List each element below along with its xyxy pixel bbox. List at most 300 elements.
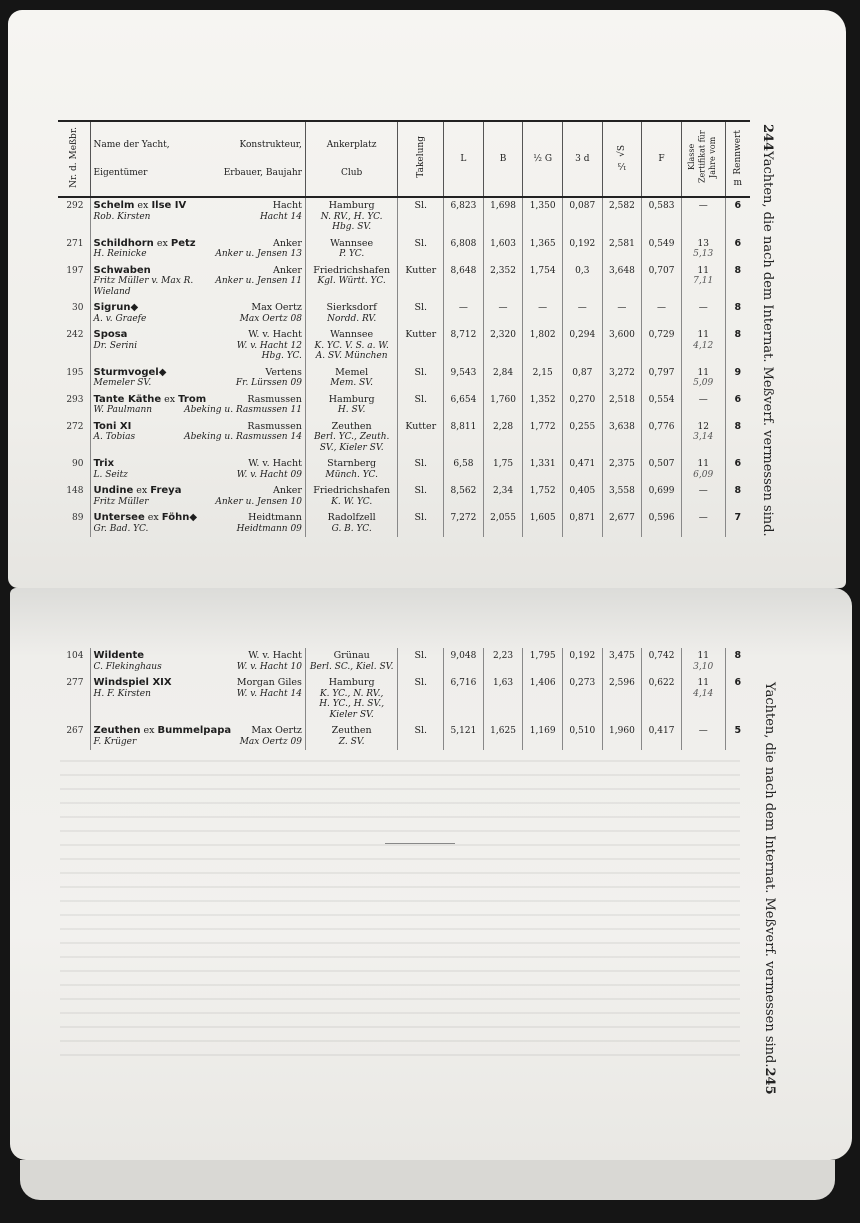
- row-erbauer: Hacht 14: [259, 211, 302, 222]
- row-halfG: 2,15: [523, 365, 563, 392]
- row-klasse-datum: 4,12: [693, 340, 714, 351]
- row-konstrukteur: Rasmussen: [247, 420, 302, 432]
- row-ankerplatz: Wannsee: [330, 237, 374, 249]
- row-klasse-datum: 6,09: [693, 469, 714, 480]
- row-F: 0,729: [642, 327, 682, 365]
- row-name-cell: [90, 456, 305, 483]
- row-klasse-jahre: —: [698, 513, 708, 523]
- row-F: —: [642, 300, 682, 327]
- row-erbauer: Anker u. Jensen 10: [215, 496, 302, 507]
- row-konstrukteur: Rasmussen: [247, 393, 302, 405]
- col-halfG: ½ G: [523, 122, 563, 197]
- row-sqrtS: 2,596: [602, 675, 642, 723]
- row-sqrtS: 3,272: [602, 365, 642, 392]
- row-L: 9,048: [444, 648, 484, 675]
- row-halfG: —: [523, 300, 563, 327]
- row-L: 6,654: [444, 392, 484, 419]
- row-yacht-name: Schildhorn: [93, 237, 154, 249]
- row-erbauer: Abeking u. Rasmussen 14: [184, 432, 302, 442]
- row-klasse: [681, 365, 725, 392]
- row-yacht-name: Sturmvogel◆: [93, 366, 167, 378]
- row-L: 8,712: [444, 327, 484, 365]
- col-name: [90, 122, 305, 197]
- row-club-cell: [305, 365, 397, 392]
- col-nr: Nr. d. Meßbr.: [58, 122, 90, 197]
- row-yacht-name: Undine: [93, 485, 134, 496]
- row-nr: 90: [72, 459, 84, 469]
- row-erbauer-extra: Hbg. YC.: [261, 351, 302, 361]
- row-nr: 277: [66, 678, 84, 688]
- row-ex: ex: [156, 237, 168, 249]
- row-yacht-name: Wildente: [93, 650, 145, 661]
- row-halfG: 1,605: [523, 510, 563, 537]
- row-owner: A. Tobias: [93, 432, 136, 442]
- row-club: K. YC. V. S. a. W.: [314, 340, 389, 351]
- row-takelung: Sl.: [398, 648, 444, 675]
- row-rennwert: 6: [725, 392, 750, 419]
- row-name-cell: [90, 648, 305, 675]
- row-yacht-name: Schelm: [93, 200, 135, 211]
- row-club: Kgl. Württ. YC.: [317, 276, 386, 286]
- col-F: F: [642, 122, 682, 197]
- row-rennwert: 8: [725, 483, 750, 510]
- row-erbauer: Abeking u. Rasmussen 11: [184, 405, 302, 415]
- row-konstrukteur: W. v. Hacht: [248, 329, 302, 340]
- row-L: 6,823: [444, 197, 484, 236]
- row-klasse-datum: 5,13: [693, 249, 714, 259]
- row-club-cell: [305, 392, 397, 419]
- table-body-bottom: [58, 648, 750, 750]
- row-B: 2,23: [483, 648, 523, 675]
- row-name-cell: [90, 263, 305, 301]
- row-name-cell: [90, 327, 305, 365]
- row-L: 6,58: [444, 456, 484, 483]
- row-klasse-datum: 4,14: [693, 688, 714, 699]
- row-L: 6,808: [444, 236, 484, 263]
- row-konstrukteur: Vertens: [265, 366, 302, 378]
- col-klasse: Klasse Zertifikat für Jahre vom: [681, 122, 725, 197]
- row-klasse-jahre: 11: [697, 651, 709, 661]
- row-B: 1,625: [483, 723, 523, 750]
- row-takelung: Kutter: [398, 327, 444, 365]
- row-takelung: Sl.: [398, 510, 444, 537]
- row-halfG: 1,752: [523, 483, 563, 510]
- row-ankerplatz: Hamburg: [328, 677, 375, 688]
- row-halfG: 1,795: [523, 648, 563, 675]
- col-club: Ankerplatz Club: [305, 122, 397, 197]
- row-sqrtS: 2,375: [602, 456, 642, 483]
- row-name-cell: [90, 510, 305, 537]
- row-club-cell: [305, 510, 397, 537]
- row-sqrtS: 1,960: [602, 723, 642, 750]
- row-ankerplatz: Sierksdorf: [326, 302, 377, 313]
- row-klasse-jahre: —: [698, 726, 708, 736]
- row-klasse-datum: 3,14: [693, 432, 714, 442]
- row-rennwert: 8: [725, 419, 750, 457]
- row-prev-name: Trom: [178, 393, 207, 405]
- table-body-top: [58, 197, 750, 537]
- row-ankerplatz: Hamburg: [328, 200, 375, 211]
- row-konstrukteur: Hacht: [272, 200, 302, 211]
- row-ankerplatz: Memel: [335, 366, 369, 378]
- row-sqrtS: 3,558: [602, 483, 642, 510]
- hdr-owner: Eigentümer: [93, 168, 148, 178]
- row-prev-name: Ilse IV: [151, 200, 187, 211]
- row-3d: 0,294: [562, 327, 602, 365]
- row-rennwert: 6: [725, 675, 750, 723]
- row-yacht-name: Trix: [93, 458, 115, 469]
- row-yacht-name: Schwaben: [93, 264, 151, 276]
- row-klasse: [681, 263, 725, 301]
- table-row: [58, 300, 750, 327]
- row-halfG: 1,406: [523, 675, 563, 723]
- row-halfG: 1,802: [523, 327, 563, 365]
- row-F: 0,583: [642, 197, 682, 236]
- row-prev-name: Freya: [150, 485, 182, 496]
- row-club-cell: [305, 483, 397, 510]
- page-number-244: 244: [760, 124, 775, 152]
- row-club: N. RV., H. YC.: [320, 211, 383, 222]
- row-owner: Gr. Bad. YC.: [93, 523, 149, 534]
- row-B: 2,352: [483, 263, 523, 301]
- row-konstrukteur: Max Oertz: [251, 302, 302, 313]
- row-ankerplatz: Zeuthen: [331, 420, 372, 432]
- row-L: 6,716: [444, 675, 484, 723]
- row-erbauer: W. v. Hacht 12: [236, 340, 302, 351]
- row-F: 0,507: [642, 456, 682, 483]
- row-klasse: [681, 300, 725, 327]
- row-club-2: Hbg. SV.: [332, 222, 372, 232]
- row-takelung: Sl.: [398, 723, 444, 750]
- row-club: P. YC.: [339, 249, 365, 259]
- row-name-cell: [90, 419, 305, 457]
- row-ankerplatz: Starnberg: [327, 458, 377, 469]
- row-ankerplatz: Friedrichshafen: [313, 264, 391, 276]
- row-konstrukteur: Max Oertz: [251, 725, 302, 736]
- row-owner: Fritz Müller v. Max R. Wieland: [93, 276, 194, 297]
- row-F: 0,554: [642, 392, 682, 419]
- row-nr: 195: [66, 367, 84, 378]
- row-prev-name: Föhn◆: [161, 512, 198, 523]
- row-konstrukteur: Anker: [273, 237, 302, 249]
- row-3d: 0,255: [562, 419, 602, 457]
- row-club-cell: [305, 327, 397, 365]
- row-club-cell: [305, 723, 397, 750]
- col-rennwert: Rennwert m: [725, 122, 750, 197]
- table-row: [58, 197, 750, 236]
- row-takelung: Kutter: [398, 419, 444, 457]
- row-takelung: Sl.: [398, 483, 444, 510]
- row-B: 1,603: [483, 236, 523, 263]
- row-L: 8,648: [444, 263, 484, 301]
- row-club-cell: [305, 263, 397, 301]
- row-rennwert: 8: [725, 327, 750, 365]
- row-takelung: Sl.: [398, 675, 444, 723]
- row-L: 9,543: [444, 365, 484, 392]
- row-owner: Rob. Kirsten: [93, 211, 151, 222]
- row-klasse-jahre: —: [698, 303, 708, 313]
- row-club-2: H. YC., H. SV.,: [319, 699, 385, 709]
- table-row: [58, 327, 750, 365]
- row-klasse-jahre: —: [698, 201, 708, 211]
- row-yacht-name: Toni XI: [93, 420, 132, 432]
- row-nr: 272: [66, 421, 84, 432]
- hdr-konstrukteur: Konstrukteur,: [239, 139, 302, 150]
- row-rennwert: 6: [725, 236, 750, 263]
- row-klasse-jahre: 11: [697, 459, 709, 469]
- row-klasse: [681, 392, 725, 419]
- row-club: G. B. YC.: [331, 523, 372, 534]
- row-halfG: 1,352: [523, 392, 563, 419]
- table-row: [58, 675, 750, 723]
- row-owner: L. Seitz: [93, 469, 128, 480]
- row-rennwert: 8: [725, 648, 750, 675]
- row-club: K. YC., N. RV.,: [319, 688, 384, 699]
- col-takelung: Takelung: [398, 122, 444, 197]
- row-B: 1,63: [483, 675, 523, 723]
- hdr-name: Name der Yacht,: [93, 139, 170, 150]
- row-erbauer: Anker u. Jensen 11: [215, 276, 302, 286]
- running-title-bottom: Yachten, die nach dem Internat. Meßverf. vermessen sind.: [762, 682, 777, 1068]
- row-konstrukteur: W. v. Hacht: [248, 458, 302, 469]
- table-row: [58, 483, 750, 510]
- yacht-table-bottom: [58, 648, 750, 750]
- row-yacht-name: Sposa: [93, 329, 128, 340]
- row-3d: 0,871: [562, 510, 602, 537]
- row-3d: 0,192: [562, 648, 602, 675]
- row-club: Berl. SC., Kiel. SV.: [309, 661, 394, 672]
- row-name-cell: [90, 236, 305, 263]
- row-klasse: [681, 483, 725, 510]
- row-sqrtS: 2,581: [602, 236, 642, 263]
- row-klasse-jahre: 11: [697, 265, 709, 276]
- row-nr: 293: [66, 394, 84, 405]
- row-B: 2,28: [483, 419, 523, 457]
- row-owner: H. F. Kirsten: [93, 688, 151, 699]
- row-club-cell: [305, 300, 397, 327]
- row-B: 2,34: [483, 483, 523, 510]
- row-club: Z. SV.: [338, 736, 365, 747]
- row-3d: 0,405: [562, 483, 602, 510]
- row-klasse: [681, 327, 725, 365]
- row-takelung: Sl.: [398, 365, 444, 392]
- row-F: 0,742: [642, 648, 682, 675]
- row-klasse: [681, 648, 725, 675]
- row-klasse: [681, 419, 725, 457]
- row-B: 1,698: [483, 197, 523, 236]
- row-nr: 271: [66, 238, 84, 249]
- row-3d: 0,192: [562, 236, 602, 263]
- row-3d: 0,270: [562, 392, 602, 419]
- row-rennwert: 8: [725, 263, 750, 301]
- row-F: 0,549: [642, 236, 682, 263]
- table-row: [58, 648, 750, 675]
- row-ex: ex: [164, 393, 176, 405]
- row-ankerplatz: Wannsee: [330, 329, 374, 340]
- row-ex: ex: [143, 725, 155, 736]
- row-F: 0,776: [642, 419, 682, 457]
- row-F: 0,596: [642, 510, 682, 537]
- row-club-2: A. SV. München: [315, 351, 388, 361]
- row-sqrtS: 3,600: [602, 327, 642, 365]
- row-prev-name: Petz: [170, 237, 196, 249]
- row-club-cell: [305, 236, 397, 263]
- row-erbauer: Max Oertz 09: [239, 736, 302, 747]
- row-ex: ex: [147, 512, 159, 523]
- row-nr: 197: [66, 265, 84, 276]
- row-takelung: Sl.: [398, 456, 444, 483]
- running-title-top: Yachten, die nach dem Internat. Meßverf. vermessen sind.: [760, 151, 775, 537]
- row-club-2: SV., Kieler SV.: [319, 442, 384, 453]
- row-yacht-name: Untersee: [93, 512, 145, 523]
- row-klasse-datum: 3,10: [693, 661, 714, 672]
- row-club: Nordd. RV.: [327, 313, 377, 324]
- row-erbauer: Max Oertz 08: [239, 313, 302, 324]
- row-konstrukteur: Morgan Giles: [236, 677, 302, 688]
- row-owner: W. Paulmann: [93, 405, 153, 415]
- page-edge: [20, 1160, 835, 1200]
- row-yacht-name: Sigrun◆: [93, 302, 139, 313]
- row-owner: Dr. Serini: [93, 340, 138, 351]
- row-klasse-datum: 7,11: [693, 276, 714, 286]
- row-club-cell: [305, 197, 397, 236]
- row-name-cell: [90, 675, 305, 723]
- row-klasse: [681, 236, 725, 263]
- row-club: H. SV.: [337, 405, 366, 415]
- row-club: Mem. SV.: [330, 378, 374, 388]
- row-F: 0,699: [642, 483, 682, 510]
- row-name-cell: [90, 392, 305, 419]
- row-F: 0,417: [642, 723, 682, 750]
- row-klasse-jahre: 13: [697, 238, 709, 249]
- row-B: 2,320: [483, 327, 523, 365]
- page-number-245: 245: [762, 1067, 777, 1095]
- row-L: 8,811: [444, 419, 484, 457]
- col-B: B: [483, 122, 523, 197]
- row-B: —: [483, 300, 523, 327]
- table-row: [58, 510, 750, 537]
- row-halfG: 1,331: [523, 456, 563, 483]
- row-B: 2,055: [483, 510, 523, 537]
- col-3d: 3 d: [562, 122, 602, 197]
- row-club: Münch. YC.: [325, 469, 378, 480]
- row-erbauer: Anker u. Jensen 13: [215, 249, 302, 259]
- row-owner: A. v. Graefe: [93, 313, 147, 324]
- row-F: 0,797: [642, 365, 682, 392]
- row-konstrukteur: Anker: [273, 485, 302, 496]
- row-club: K. W. YC.: [331, 496, 373, 507]
- row-erbauer: Heidtmann 09: [236, 523, 302, 534]
- bleed-through: [60, 760, 740, 1060]
- yacht-table-top: [58, 120, 750, 537]
- row-klasse: [681, 723, 725, 750]
- row-ankerplatz: Friedrichshafen: [313, 485, 391, 496]
- row-sqrtS: —: [602, 300, 642, 327]
- row-sqrtS: 3,638: [602, 419, 642, 457]
- row-halfG: 1,365: [523, 236, 563, 263]
- row-klasse-jahre: 11: [697, 367, 709, 378]
- row-name-cell: [90, 300, 305, 327]
- row-ankerplatz: Zeuthen: [331, 725, 372, 736]
- row-rennwert: 9: [725, 365, 750, 392]
- divider-rule: [385, 843, 455, 844]
- row-ex: ex: [137, 200, 149, 211]
- row-F: 0,707: [642, 263, 682, 301]
- table-row: [58, 263, 750, 301]
- row-klasse: [681, 456, 725, 483]
- table-row: [58, 723, 750, 750]
- row-sqrtS: 3,648: [602, 263, 642, 301]
- row-name-cell: [90, 723, 305, 750]
- row-owner: Fritz Müller: [93, 496, 149, 507]
- row-yacht-name: Windspiel XIX: [93, 677, 172, 688]
- row-klasse: [681, 675, 725, 723]
- row-halfG: 1,754: [523, 263, 563, 301]
- row-rennwert: 7: [725, 510, 750, 537]
- hdr-erbauer: Erbauer, Baujahr: [223, 168, 302, 178]
- row-3d: 0,3: [562, 263, 602, 301]
- row-ankerplatz: Radolfzell: [327, 512, 376, 523]
- row-owner: Memeler SV.: [93, 378, 152, 388]
- row-ex: ex: [136, 485, 148, 496]
- row-takelung: Sl.: [398, 197, 444, 236]
- row-halfG: 1,772: [523, 419, 563, 457]
- row-sqrtS: 2,677: [602, 510, 642, 537]
- row-sqrtS: 3,475: [602, 648, 642, 675]
- row-L: 7,272: [444, 510, 484, 537]
- row-nr: 30: [72, 303, 84, 313]
- row-rennwert: 8: [725, 300, 750, 327]
- table-row: [58, 236, 750, 263]
- row-nr: 292: [66, 201, 84, 211]
- row-club-cell: [305, 419, 397, 457]
- row-3d: 0,471: [562, 456, 602, 483]
- row-konstrukteur: Heidtmann: [248, 512, 302, 523]
- row-klasse-jahre: 11: [697, 330, 709, 340]
- row-klasse-jahre: —: [698, 486, 708, 496]
- row-klasse-jahre: 12: [697, 421, 709, 432]
- row-3d: 0,273: [562, 675, 602, 723]
- row-halfG: 1,169: [523, 723, 563, 750]
- row-klasse: [681, 510, 725, 537]
- row-erbauer: W. v. Hacht 14: [236, 688, 302, 699]
- row-club-cell: [305, 675, 397, 723]
- row-prev-name: Bummelpapa: [157, 725, 232, 736]
- row-takelung: Sl.: [398, 392, 444, 419]
- row-ankerplatz: Grünau: [333, 650, 370, 661]
- row-takelung: Sl.: [398, 300, 444, 327]
- row-3d: 0,87: [562, 365, 602, 392]
- row-rennwert: 6: [725, 197, 750, 236]
- running-head-top: [760, 124, 775, 537]
- row-B: 1,760: [483, 392, 523, 419]
- row-owner: C. Flekinghaus: [93, 661, 162, 672]
- row-owner: F. Krüger: [93, 736, 137, 747]
- row-yacht-name: Tante Käthe: [93, 393, 162, 405]
- row-club-3: Kieler SV.: [329, 709, 374, 720]
- col-L: L: [444, 122, 484, 197]
- row-klasse-datum: 5,09: [693, 378, 714, 388]
- row-klasse-jahre: 11: [697, 678, 709, 688]
- row-konstrukteur: W. v. Hacht: [248, 650, 302, 661]
- row-B: 1,75: [483, 456, 523, 483]
- row-name-cell: [90, 483, 305, 510]
- row-klasse: [681, 197, 725, 236]
- row-name-cell: [90, 197, 305, 236]
- row-erbauer: W. v. Hacht 09: [236, 469, 302, 480]
- row-owner: H. Reinicke: [93, 249, 147, 259]
- row-club-cell: [305, 648, 397, 675]
